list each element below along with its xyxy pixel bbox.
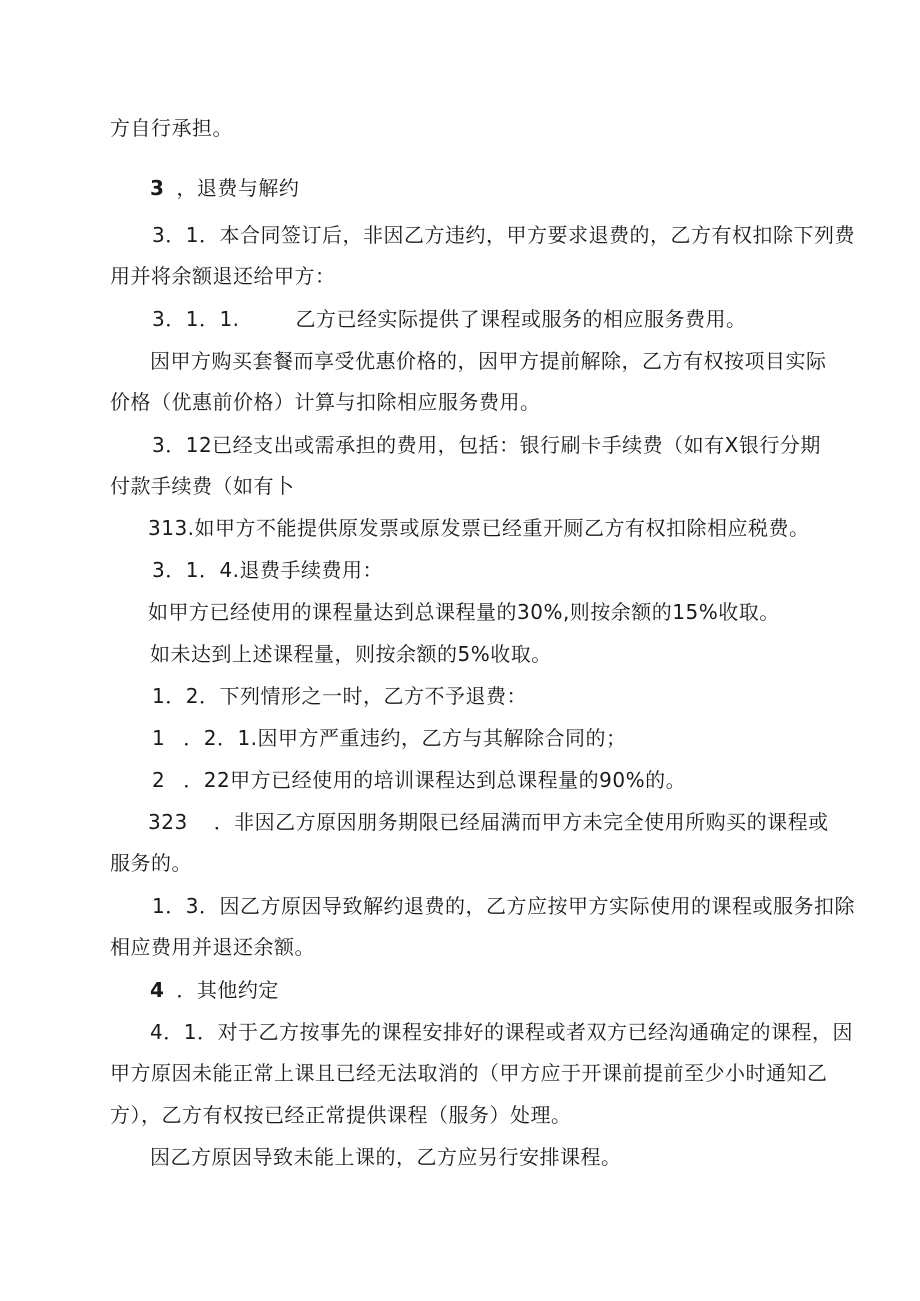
section-number: 3 — [150, 176, 165, 200]
text-line: 方），乙方有权按已经正常提供课程（服务）处理。 — [110, 1103, 572, 1127]
clause-text: ．22甲方已经使用的培训课程达到总课程量的90%的。 — [183, 768, 687, 792]
text-line: 相应费用并退还余额。 — [110, 935, 315, 959]
text-line: 3．12已经支出或需承担的费用，包括：银行刷卡手续费（如有X银行分期 — [152, 433, 821, 457]
text-line: 313.如甲方不能提供原发票或原发票已经重开厕乙方有权扣除相应税费。 — [148, 516, 810, 540]
clause-number: 1 — [152, 726, 166, 750]
clause-text: 乙方已经实际提供了课程或服务的相应服务费用。 — [295, 307, 747, 331]
text-line: 如未达到上述课程量，则按余额的5%收取。 — [150, 642, 552, 666]
section-heading — [150, 174, 299, 202]
text-line: 3．1．本合同签订后，非因乙方违约，甲方要求退费的，乙方有权扣除下列费 — [152, 223, 855, 247]
text-line: 因甲方购买套餐而享受优惠价格的，因甲方提前解除，乙方有权按项目实际 — [150, 349, 827, 373]
text-line: 1．3．因乙方原因导致解约退费的，乙方应按甲方实际使用的课程或服务扣除 — [152, 894, 855, 918]
section-number: 4 — [150, 978, 165, 1002]
text-line: 服务的。 — [110, 851, 192, 875]
clause-number: 323 — [148, 810, 188, 834]
clause-line — [152, 724, 627, 752]
text-line: 如甲方已经使用的课程量达到总课程量的30%,则按余额的15%收取。 — [148, 600, 780, 624]
clause-text: ．2．1.因甲方严重违约，乙方与其解除合同的； — [183, 726, 627, 750]
section-title: ．其他约定 — [176, 978, 279, 1002]
clause-line — [152, 305, 747, 333]
clause-line — [152, 766, 686, 794]
text-line: 4．1．对于乙方按事先的课程安排好的课程或者双方已经沟通确定的课程，因 — [150, 1020, 853, 1044]
clause-line — [148, 808, 829, 836]
text-line: 用并将余额退还给甲方： — [110, 264, 336, 288]
section-title: ，退费与解约 — [176, 176, 300, 200]
section-heading — [150, 976, 279, 1004]
clause-number: 2 — [152, 768, 166, 792]
text-line: 方自行承担。 — [110, 116, 233, 140]
text-line: 甲方原因未能正常上课且已经无法取消的（甲方应于开课前提前至少小时通知乙 — [110, 1061, 828, 1085]
text-line: 因乙方原因导致未能上课的，乙方应另行安排课程。 — [150, 1145, 622, 1169]
text-line: 价格（优惠前价格）计算与扣除相应服务费用。 — [110, 390, 541, 414]
text-line: 3．1．4.退费手续费用： — [152, 558, 384, 582]
clause-text: ．非因乙方原因朋务期限已经届满而甲方未完全使用所购买的课程或 — [213, 810, 829, 834]
text-line: 1．2．下列情形之一时，乙方不予退费： — [152, 684, 527, 708]
clause-number: 3．1．1. — [152, 307, 240, 331]
text-line: 付款手续费（如有卜 — [110, 474, 295, 498]
